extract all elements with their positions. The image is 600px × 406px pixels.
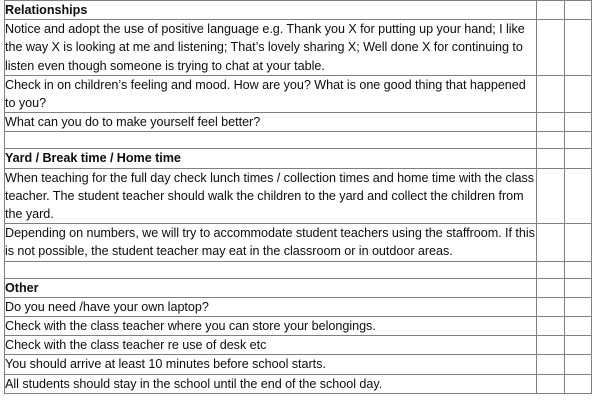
checklist-item-cell: Do you need /have your own laptop? bbox=[5, 297, 537, 316]
checklist-item-cell: Notice and adopt the use of positive language e.g. Thank you X for putting up your hand; I like the way X is looking at me and listening; That’s lovely sharing X; Well done X for continuing to listen even though someone is trying to chat at your table. bbox=[5, 20, 537, 76]
check-cell-2[interactable] bbox=[565, 355, 592, 374]
checklist-body bbox=[5, 0, 592, 393]
check-cell-1[interactable] bbox=[537, 149, 565, 168]
table-row bbox=[5, 336, 592, 355]
check-cell-1[interactable] bbox=[537, 355, 565, 374]
table-row bbox=[5, 355, 592, 374]
check-cell-2[interactable] bbox=[565, 278, 592, 297]
checklist-table bbox=[4, 0, 592, 394]
check-cell-1[interactable] bbox=[537, 113, 565, 132]
table-row bbox=[5, 132, 592, 149]
check-cell-2[interactable] bbox=[565, 374, 592, 393]
check-cell-1[interactable] bbox=[537, 132, 565, 149]
table-row bbox=[5, 113, 592, 132]
check-cell-1[interactable] bbox=[537, 1, 565, 20]
check-cell-2[interactable] bbox=[565, 297, 592, 316]
table-row bbox=[5, 168, 592, 224]
table-row bbox=[5, 261, 592, 278]
table-row bbox=[5, 224, 592, 261]
table-row bbox=[5, 75, 592, 112]
check-cell-1[interactable] bbox=[537, 336, 565, 355]
check-cell-1[interactable] bbox=[537, 297, 565, 316]
check-cell-1[interactable] bbox=[537, 317, 565, 336]
check-cell-1[interactable] bbox=[537, 261, 565, 278]
section-heading-cell: Relationships bbox=[5, 1, 537, 20]
check-cell-1[interactable] bbox=[537, 224, 565, 261]
check-cell-1[interactable] bbox=[537, 75, 565, 112]
check-cell-2[interactable] bbox=[565, 317, 592, 336]
check-cell-1[interactable] bbox=[537, 168, 565, 224]
check-cell-1[interactable] bbox=[537, 374, 565, 393]
check-cell-2[interactable] bbox=[565, 149, 592, 168]
check-cell-2[interactable] bbox=[565, 1, 592, 20]
section-heading-cell: Yard / Break time / Home time bbox=[5, 149, 537, 168]
table-row bbox=[5, 20, 592, 76]
checklist-item-cell: Check with the class teacher re use of desk etc bbox=[5, 336, 537, 355]
check-cell-2[interactable] bbox=[565, 132, 592, 149]
checklist-item-cell: Depending on numbers, we will try to accommodate student teachers using the staffroom. If this is not possible, the student teacher may eat in the classroom or in outdoor areas. bbox=[5, 224, 537, 261]
section-heading-cell: Other bbox=[5, 278, 537, 297]
checklist-item-cell: Check in on children’s feeling and mood. How are you? What is one good thing that happened to you? bbox=[5, 75, 537, 112]
checklist-item-cell: What can you do to make yourself feel better? bbox=[5, 113, 537, 132]
checklist-item-cell: Check with the class teacher where you can store your belongings. bbox=[5, 317, 537, 336]
check-cell-2[interactable] bbox=[565, 224, 592, 261]
check-cell-2[interactable] bbox=[565, 20, 592, 76]
check-cell-2[interactable] bbox=[565, 261, 592, 278]
table-row bbox=[5, 1, 592, 20]
check-cell-2[interactable] bbox=[565, 168, 592, 224]
table-row bbox=[5, 374, 592, 393]
checklist-item-cell: You should arrive at least 10 minutes before school starts. bbox=[5, 355, 537, 374]
check-cell-2[interactable] bbox=[565, 113, 592, 132]
check-cell-1[interactable] bbox=[537, 278, 565, 297]
table-row bbox=[5, 149, 592, 168]
table-row bbox=[5, 297, 592, 316]
checklist-item-cell bbox=[5, 132, 537, 149]
table-row bbox=[5, 278, 592, 297]
checklist-item-cell: When teaching for the full day check lunch times / collection times and home time with the class teacher. The student teacher should walk the children to the yard and collect the children from the yard. bbox=[5, 168, 537, 224]
check-cell-1[interactable] bbox=[537, 20, 565, 76]
checklist-item-cell: All students should stay in the school until the end of the school day. bbox=[5, 374, 537, 393]
table-row bbox=[5, 317, 592, 336]
check-cell-2[interactable] bbox=[565, 75, 592, 112]
checklist-item-cell bbox=[5, 261, 537, 278]
check-cell-2[interactable] bbox=[565, 336, 592, 355]
